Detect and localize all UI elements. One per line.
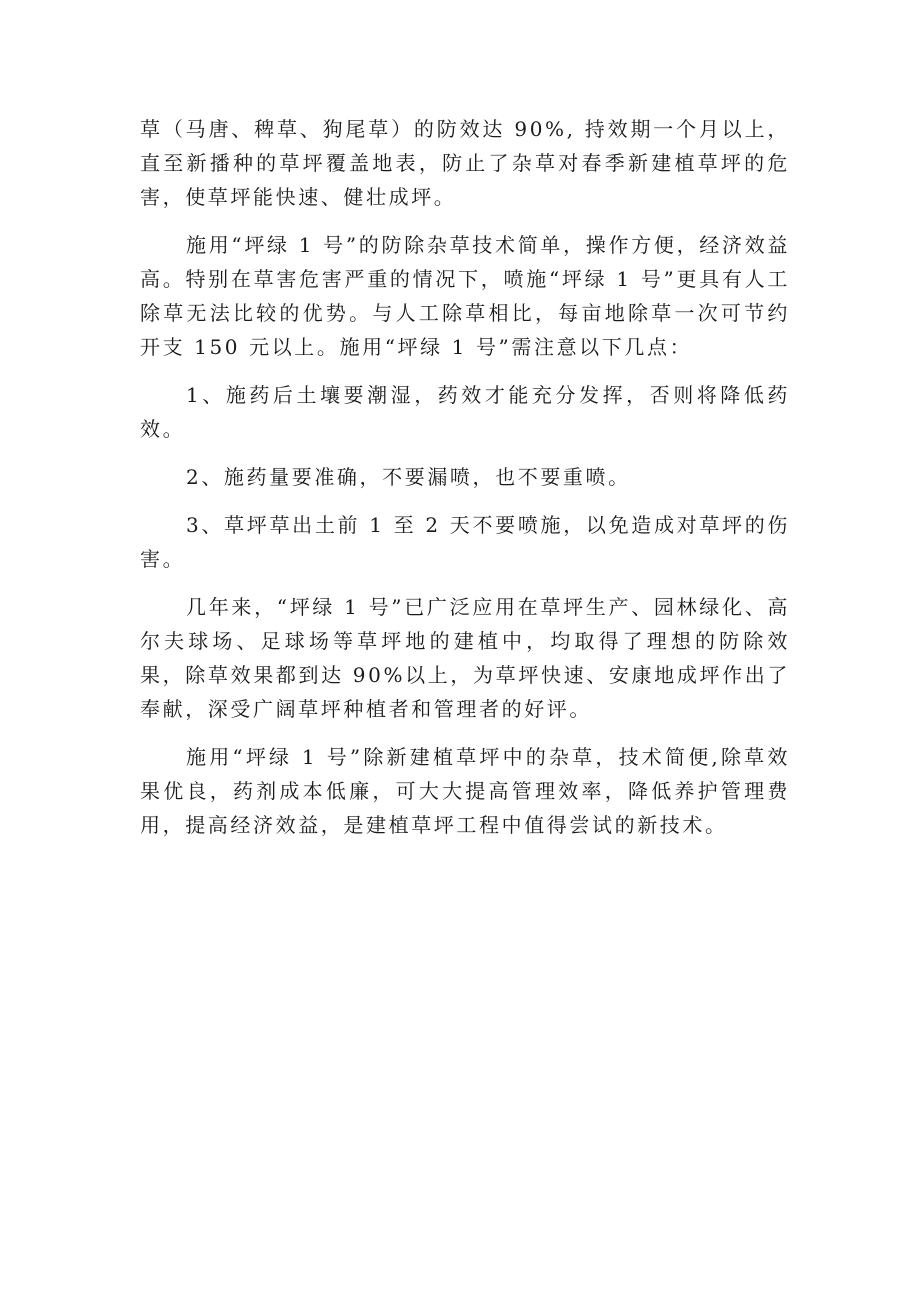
paragraph-note-2: 2、施药量要准确，不要漏喷，也不要重喷。	[186, 465, 631, 489]
paragraph-conclusion: 施用“坪绿 1 号”除新建植草坪中的杂草，技术简便,除草效果优良，药剂成本低廉，可大大提高管理效率，降低养护管理费用，提高经济效益，是建植草坪工程中值得尝试的新技术。	[140, 745, 790, 837]
paragraph-continuation: 草（马唐、稗草、狗尾草）的防效达 90%, 持效期一个月以上，直至新播种的草坪覆盖地表，防止了杂草对春季新建植草坪的危害，使草坪能快速、健壮成坪。	[140, 117, 790, 209]
document-body	[140, 112, 790, 856]
paragraph-note-1: 1、施药后土壤要潮湿，药效才能充分发挥，否则将降低药效。	[140, 383, 790, 441]
paragraph-note-3: 3、草坪草出土前 1 至 2 天不要喷施，以免造成对草坪的伤害。	[140, 513, 790, 571]
paragraph-application-benefits: 施用“坪绿 1 号”的防除杂草技术简单，操作方便，经济效益高。特别在草害危害严重的情况下，喷施“坪绿 1 号”更具有人工除草无法比较的优势。与人工除草相比，每亩地除草一次可节约开支 150 元以上。施用“坪绿 1 号”需注意以下几点：	[140, 233, 790, 359]
paragraph-application-history: 几年来，“坪绿 1 号”已广泛应用在草坪生产、园林绿化、高尔夫球场、足球场等草坪地的建植中，均取得了理想的防除效果，除草效果都到达 90%以上，为草坪快速、安康地成坪作出了奉献，深受广阔草坪种植者和管理者的好评。	[140, 595, 790, 721]
